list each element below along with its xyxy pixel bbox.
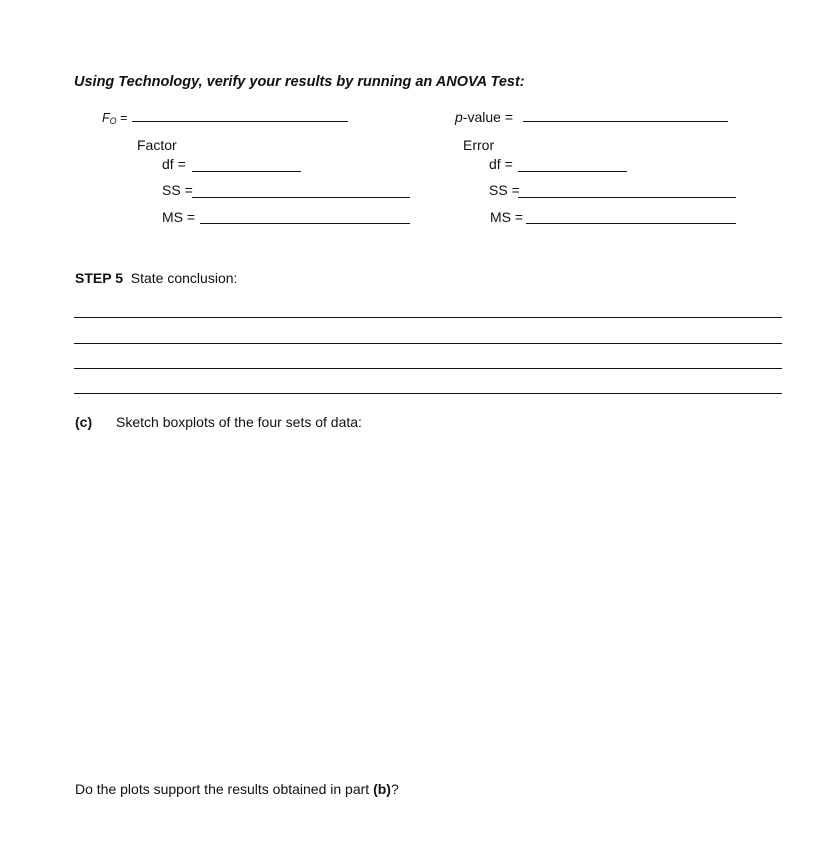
anova-heading: Using Technology, verify your results by running an ANOVA Test:	[74, 74, 525, 90]
error-title: Error	[463, 137, 495, 153]
pvalue-label	[455, 109, 513, 125]
factor-df-label: df =	[162, 156, 186, 172]
factor-ss-blank[interactable]	[192, 197, 410, 198]
pvalue-rest: -value =	[462, 109, 513, 125]
f-statistic-label	[102, 110, 127, 126]
boxplot-sketch-area[interactable]	[74, 440, 782, 770]
conclusion-line-4[interactable]	[74, 393, 782, 394]
f-subscript: O	[109, 116, 117, 126]
factor-df-blank[interactable]	[192, 171, 301, 172]
error-ms-blank[interactable]	[526, 223, 736, 224]
factor-title: Factor	[137, 137, 177, 153]
error-ss-label: SS =	[489, 182, 520, 198]
f-statistic-blank[interactable]	[132, 121, 348, 122]
error-df-label: df =	[489, 156, 513, 172]
step5-text: State conclusion:	[130, 270, 238, 286]
question-text-before: Do the plots support the results obtained in part	[75, 781, 374, 797]
factor-ms-blank[interactable]	[200, 223, 410, 224]
f-equals: =	[116, 111, 128, 125]
error-ss-blank[interactable]	[518, 197, 736, 198]
step5-label: STEP 5	[75, 270, 123, 286]
conclusion-line-3[interactable]	[74, 368, 782, 369]
question-text-after: ?	[390, 781, 399, 797]
part-c-label: (c)	[75, 414, 93, 430]
part-c-text: Sketch boxplots of the four sets of data:	[116, 414, 362, 430]
pvalue-blank[interactable]	[523, 121, 728, 122]
conclusion-line-2[interactable]	[74, 343, 782, 344]
conclusion-line-1[interactable]	[74, 317, 782, 318]
question-line	[75, 781, 399, 797]
factor-ss-label: SS =	[162, 182, 193, 198]
error-df-blank[interactable]	[518, 171, 627, 172]
question-bold-part: (b)	[373, 781, 391, 797]
error-ms-label: MS =	[490, 209, 524, 225]
f-letter: F	[102, 111, 110, 125]
pvalue-italic: p	[455, 109, 463, 125]
step5-line	[75, 270, 237, 286]
factor-ms-label: MS =	[162, 209, 196, 225]
